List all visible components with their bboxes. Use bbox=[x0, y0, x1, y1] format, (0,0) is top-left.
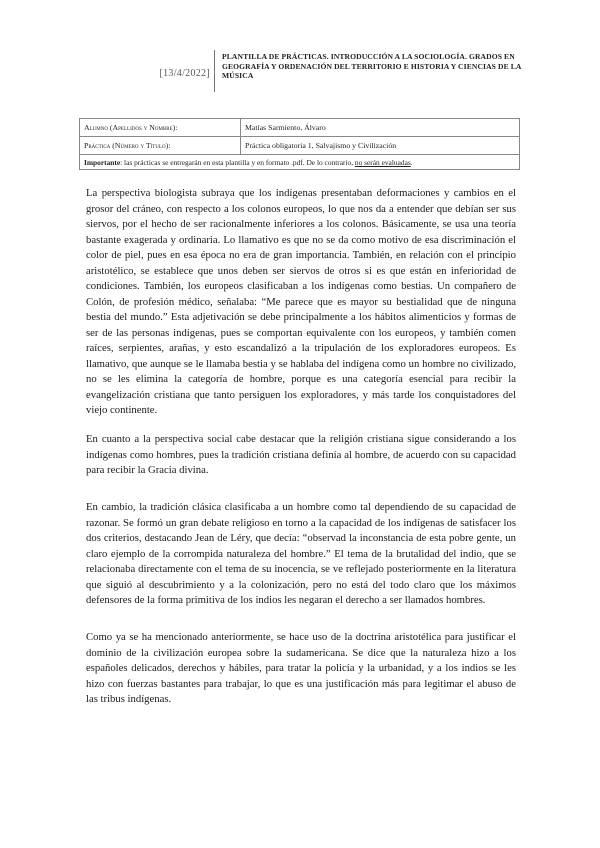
paragraph-text: La perspectiva biologista subraya que los indígenas presentaban deformaciones y cambios en el grosor del cráneo, con respecto a los colonos europeos, lo que nos da a entender que debían ser sus siervos, por el hecho de ser racionalmente inferiores a los colonos. Básicamente, se usa una teoría bastante exagerada y ordinaria. Lo llamativo es que no se da como motivo de esa discriminación el color de piel, pues en esa época no era de gran importancia. También, en relación con el principio aristotélico, se establece que unos deben ser siervos de otros si es que están en inferioridad de condiciones. También, los europeos clasificaban a los indígenas como bestias. Un compañero de Colón, de profesión médico, señalaba: “Me parece que es mayor su bestialidad que de ninguna bestia del mundo.” Esta adjetivación se debe principalmente a los hábitos alimenticios y formas de ser de las personas indígenas, pues se comportan equivalente con los europeos, y también comen raíces, serpientes, arañas, y esto escandalizó a la tripulación de los exploradores europeos. Es llamativo, que aunque se le llamaba bestia y se hablaba del indígena como un hombre no civilizado, no se les elimina la categoría de hombre, porque es una categoría esencial para recibir la evangelización cristiana que tanto persiguen los exploradores, y más tarde los conquistadores del viejo continente. bbox=[86, 187, 516, 416]
student-row bbox=[80, 119, 520, 137]
student-info-table bbox=[79, 118, 520, 170]
note-underline: no serán evaluadas bbox=[354, 157, 411, 167]
paragraph-social bbox=[86, 432, 516, 479]
paragraph-biologist bbox=[86, 186, 516, 419]
note-text: : las prácticas se entregarán en esta plantilla y en formato .pdf. De lo contrario, bbox=[120, 157, 355, 167]
paragraph-text: Como ya se ha mencionado anteriormente, se hace uso de la doctrina aristotélica para justificar el dominio de la civilización europea sobre la sudamericana. Se dice que la naturaleza hizo a los españoles delicados, derechos y hábiles, para tratar la policía y la urbanidad, y a los indios se les hizo con fuerzas bastantes para trabajar, lo que es una justificación más para legitimar el abuso de las tribus indígenas. bbox=[86, 631, 516, 705]
paragraph-classical bbox=[86, 500, 516, 609]
practice-value: Práctica obligatoria 1, Salvajismo y Civilización bbox=[241, 137, 520, 155]
student-value: Matías Sarmiento, Álvaro bbox=[241, 119, 520, 137]
note-end: . bbox=[410, 157, 413, 167]
document-date: [13/4/2022] bbox=[159, 68, 210, 79]
header-divider bbox=[214, 50, 215, 92]
note-row bbox=[80, 155, 520, 170]
paragraph-aristotelian bbox=[86, 630, 516, 708]
submission-note bbox=[80, 155, 520, 170]
practice-row bbox=[80, 137, 520, 155]
template-title: PLANTILLA DE PRÁCTICAS. INTRODUCCIÓN A LA SOCIOLOGÍA. GRADOS EN GEOGRAFÍA Y ORDENACIÓN DEL TERRITORIO E HISTORIA Y CIENCIAS DE LA MÚSICA bbox=[222, 52, 522, 81]
note-important: Importante bbox=[84, 157, 121, 167]
paragraph-text: En cuanto a la perspectiva social cabe destacar que la religión cristiana sigue considerando a los indígenas como hombres, pues la tradición cristiana definía al hombre, de acuerdo con su capacidad para recibir la Gracia divina. bbox=[86, 433, 516, 476]
practice-label: Práctica (Número y Título): bbox=[80, 137, 241, 155]
paragraph-text: En cambio, la tradición clásica clasificaba a un hombre como tal dependiendo de su capacidad de razonar. Se formó un gran debate religioso en torno a la capacidad de los indígenas de satisfacer los dos criterios, destacando Jean de Léry, que decía: “observad la inconstancia de esta pobre gente, un claro ejemplo de la corrompida naturaleza del hombre.” El tema de la brutalidad del indio, que se relacionaba directamente con el tema de su inocencia, se ve reflejado posteriormente en la literatura que siguió al descubrimiento y a la colonización, pero no está del todo claro que los máximos defensores de la forma primitiva de los indios les negaran el derecho a ser llamados hombres. bbox=[86, 501, 516, 606]
student-label: Alumno (Apellidos y Nombre): bbox=[80, 119, 241, 137]
